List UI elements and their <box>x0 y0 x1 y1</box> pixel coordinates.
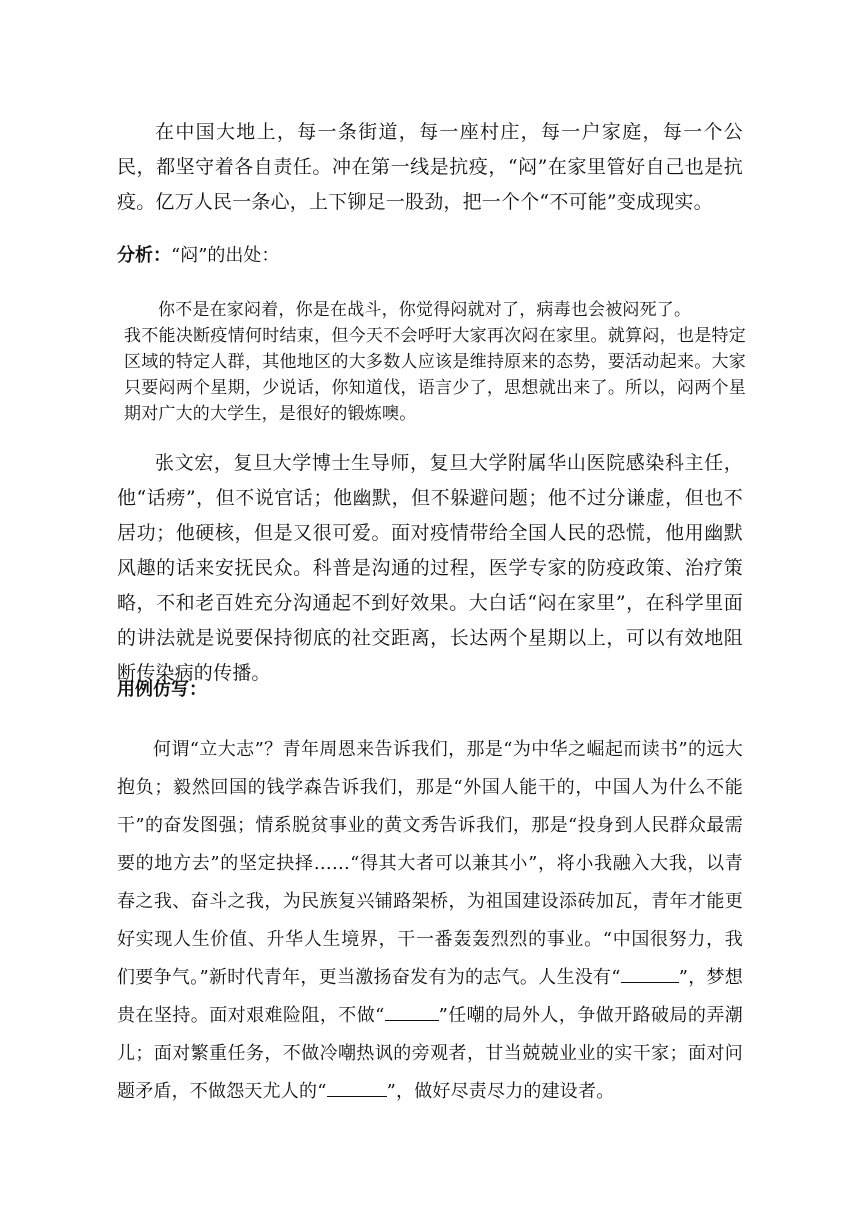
quote-body: 我不能决断疫情何时结束，但今天不会呼吁大家再次闷在家里。就算闷，也是特定区域的特定人群，其他地区的大多数人应该是维持原来的态势，要活动起来。大家只要闷两个星期，少说话，你知道伐，语言少了，思想就出来了。所以，闷两个星期对广大的大学生，是很好的锻炼噢。 <box>124 326 746 424</box>
fill-blank-3[interactable] <box>327 1077 387 1097</box>
example-heading-row <box>117 677 743 703</box>
example-heading: 用例仿写： <box>117 679 207 700</box>
zhang-paragraph <box>117 446 743 691</box>
fill-blank-2[interactable] <box>385 1001 439 1021</box>
analysis-heading: 分析： <box>117 245 171 266</box>
example-text-part-3: ”任嘲的局外人，争做开路破局的弄潮儿；面对繁重任务，不做冷嘲热讽的旁观者，甘当兢兢业业的实干家；面对问题矛盾，不做怨天尤人的“ <box>117 1005 743 1102</box>
quote-block <box>124 297 746 427</box>
example-text-part-1: 何谓“立大志”？青年周恩来告诉我们，那是“为中华之崛起而读书”的远大抱负；毅然回国的钱学森告诉我们，那是“外国人能干的，中国人为什么不能干”的奋发图强；情系脱贫事业的黄文秀告诉我们，那是“投身到人民群众最需要的地方去”的坚定抉择……“得其大者可以兼其小”，将小我融入大我，以青春之我、奋斗之我，为民族复兴铺路架桥，为祖国建设添砖加瓦，青年才能更好实现人生价值、升华人生境界，干一番轰轰烈烈的事业。“中国很努力，我们要争气。”新时代青年，更当激扬奋发有为的志气。人生没有“ <box>117 739 743 988</box>
example-paragraph <box>117 731 743 1111</box>
example-text-part-2: ”，梦想贵在坚持。面对艰难险阻，不做“ <box>117 967 743 1026</box>
intro-paragraph <box>117 115 743 220</box>
fill-blank-1[interactable] <box>621 963 679 983</box>
intro-text: 在中国大地上，每一条街道，每一座村庄，每一户家庭，每一个公民，都坚守着各自责任。冲在第一线是抗疫，“闷”在家里管好自己也是抗疫。亿万人民一条心，上下铆足一股劲，把一个个“不可能”变成现实。 <box>117 121 743 213</box>
analysis-heading-row <box>117 243 743 269</box>
quote-line-1: 你不是在家闷着，你是在战斗，你觉得闷就对了，病毒也会被闷死了。 <box>158 300 692 320</box>
example-text-part-4: ”，做好尽责尽力的建设者。 <box>386 1081 615 1102</box>
zhang-text: 张文宏，复旦大学博士生导师，复旦大学附属华山医院感染科主任，他“话痨”，但不说官话；他幽默，但不躲避问题；他不过分谦虚，但也不居功；他硬核，但是又很可爱。面对疫情带给全国人民的恐慌，他用幽默风趣的话来安抚民众。科普是沟通的过程，医学专家的防疫政策、治疗策略，不和老百姓充分沟通起不到好效果。大白话“闷在家里”，在科学里面的讲法就是说要保持彻底的社交距离，长达两个星期以上，可以有效地阻断传染病的传播。 <box>117 452 743 684</box>
analysis-subheading: “闷”的出处： <box>171 245 280 266</box>
example-text <box>117 731 743 1111</box>
